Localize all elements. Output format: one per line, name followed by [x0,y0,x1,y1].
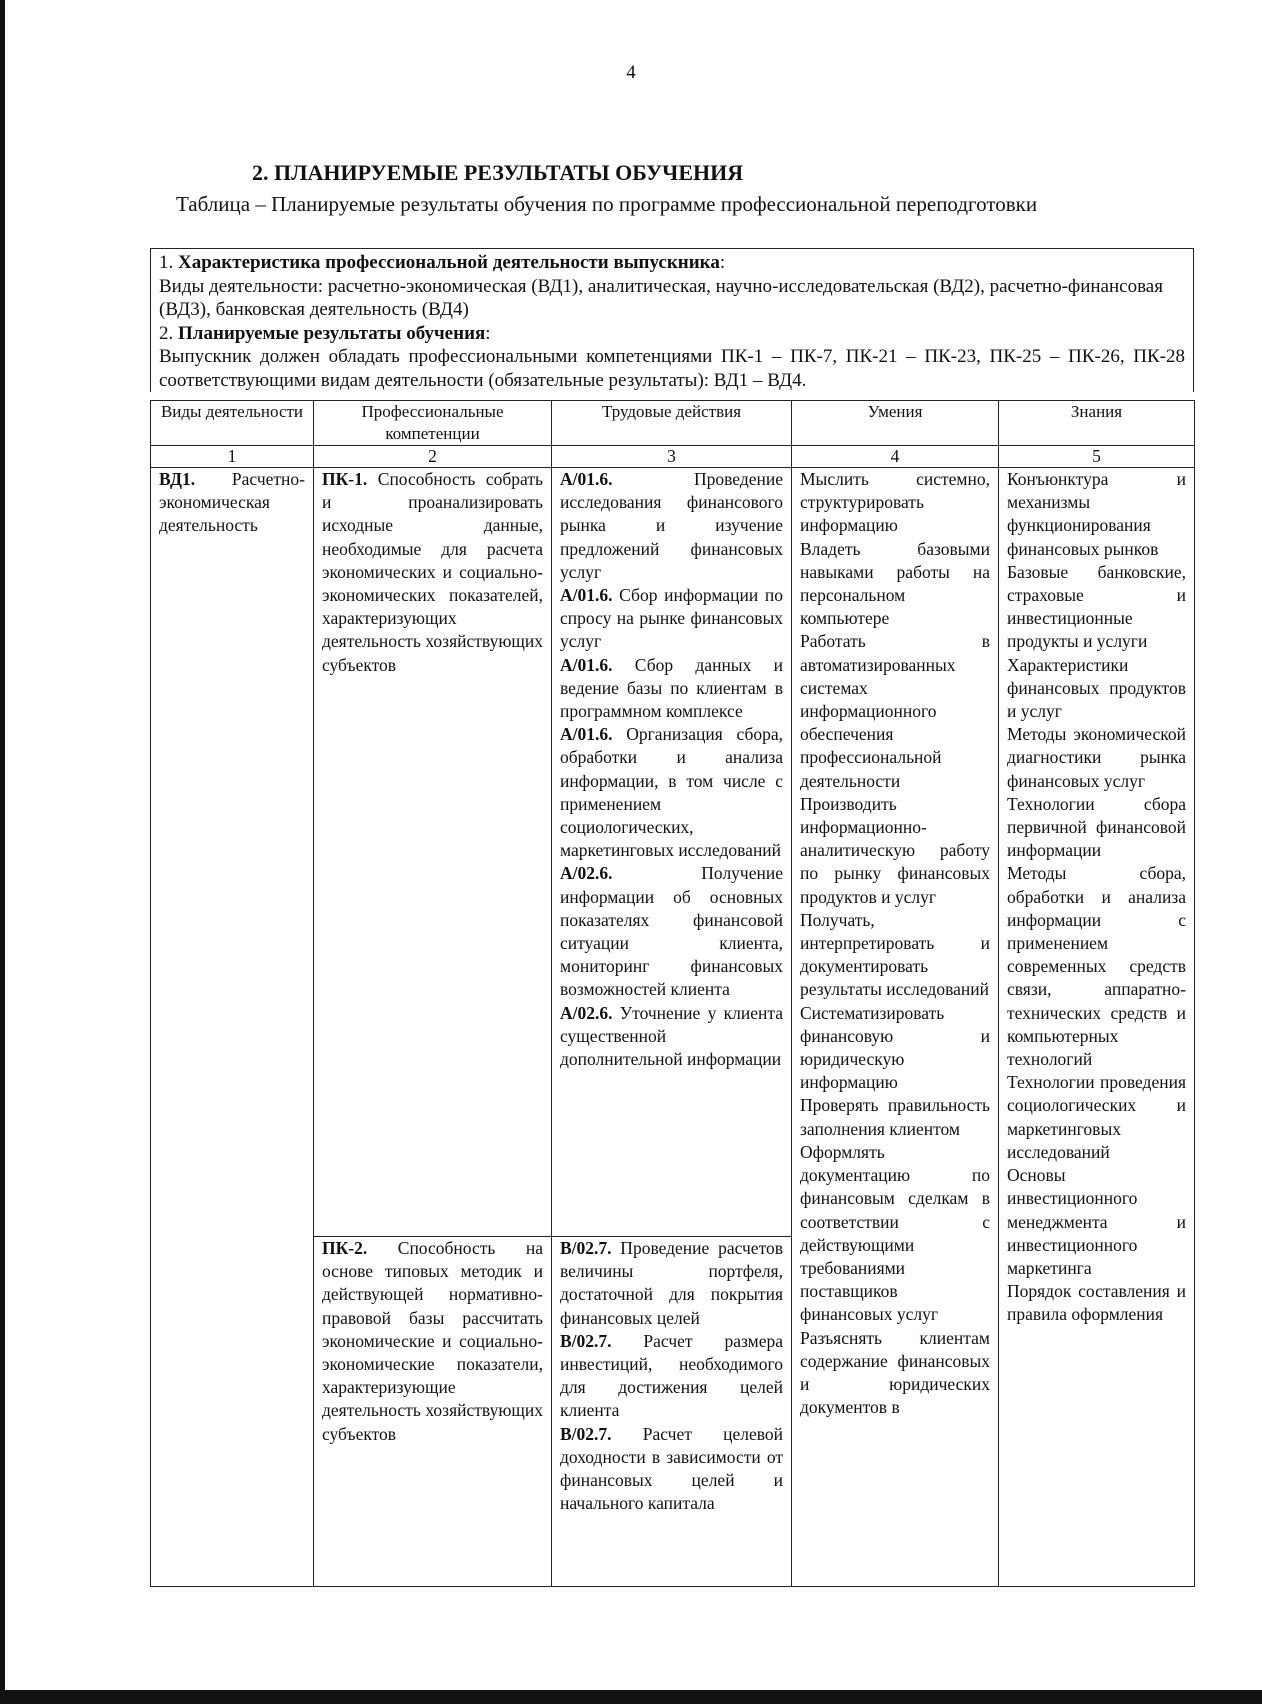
item-text: Организация сбора, обработки и анализа информации, в том числе с применением социологических, маркетинговых исследований [560,724,783,861]
section-number: 1. [159,252,178,273]
column-number: 1 [151,446,314,468]
cell-item [1007,1071,1186,1164]
item-code: А/01.6. [560,469,613,489]
cell-item [1007,468,1186,561]
item-text: Методы сбора, обработки и анализа информации с применением современных средств связи, аппаратно-технических средств и компьютерных технологий [1007,863,1186,1070]
skills-cell [792,468,999,1587]
header-skills: Умения [792,401,999,446]
item-text: Мыслить системно, структурировать информацию [800,469,990,536]
header-competences: Профессиональные компетенции [314,401,552,446]
activity-cell [151,468,314,1587]
item-code: В/02.7. [560,1238,612,1258]
cell-item [800,1094,990,1140]
header-activity: Виды деятельности [151,401,314,446]
item-text: Конъюнктура и механизмы функционирования финансовых рынков [1007,469,1186,559]
cell-item [560,468,783,584]
cell-item [560,862,783,1001]
table-row [151,468,1195,1237]
header-actions: Трудовые действия [552,401,792,446]
cell-item [560,1237,783,1330]
cell-item [1007,561,1186,654]
item-code: ПК-1. [322,469,368,489]
cell-item [560,584,783,654]
item-text: Основы инвестиционного менеджмента и инвестиционного маркетинга [1007,1165,1186,1278]
competence-cell-pk1 [314,468,552,1237]
cell-item [800,1002,990,1095]
column-number: 5 [999,446,1195,468]
intro-section-2-text: Выпускник должен обладать профессиональными компетенциями ПК-1 – ПК-7, ПК-21 – ПК-23, ПК-25 – ПК-26, ПК-28 соответствующими видам деятельности (обязательные результаты): ВД1 – ВД4. [159,346,1185,391]
cell-item [1007,1280,1186,1326]
item-text: Проверять правильность заполнения клиентом [800,1095,990,1139]
cell-item [560,1330,783,1423]
cell-item [560,723,783,862]
item-text: Способность собрать и проанализировать исходные данные, необходимые для расчета экономических и социально-экономических показателей, характеризующих деятельность хозяйствующих субъектов [322,469,543,675]
section-heading: Характеристика профессиональной деятельности выпускника [178,252,720,273]
item-text: Методы экономической диагностики рынка финансовых услуг [1007,724,1186,791]
knowledge-cell [999,468,1195,1587]
cell-item [560,654,783,724]
item-text: Работать в автоматизированных системах информационного обеспечения профессиональной деятельности [800,631,990,791]
cell-item [1007,862,1186,1071]
column-number: 3 [552,446,792,468]
cell-item [1007,723,1186,793]
item-text: Способность на основе типовых методик и действующей нормативно-правовой базы рассчитать экономические и социально-экономические показатели, характеризующие деятельность хозяйствующих субъектов [322,1238,543,1444]
cell-item [800,468,990,538]
item-code: В/02.7. [560,1423,612,1444]
section-title: 2. ПЛАНИРУЕМЫЕ РЕЗУЛЬТАТЫ ОБУЧЕНИЯ [252,160,744,185]
item-code: А/02.6. [560,1002,613,1023]
cell-item [800,630,990,792]
item-text: Владеть базовыми навыками работы на персональном компьютере [800,538,990,629]
section-number: 2. [159,322,178,344]
item-text: Оформлять документацию по финансовым сделкам в соответствии с действующими требованиями поставщиков финансовых услуг [800,1141,990,1325]
cell-item [1007,793,1186,863]
item-text: Сбор данных и ведение базы по клиентам в программном комплексе [560,654,783,722]
cell-item [800,538,990,631]
table-caption: Таблица – Планируемые результаты обучения по программе профессиональной переподготовки [176,192,1038,216]
cell-item [800,1327,990,1420]
table-intro [150,248,1194,392]
item-code: А/01.6. [560,585,613,606]
cell-item [800,909,990,1002]
cell-item [1007,1164,1186,1280]
cell-item [560,1423,783,1516]
item-code: А/02.6. [560,863,613,884]
item-code: А/01.6. [560,654,613,675]
header-knowledge: Знания [999,401,1195,446]
item-text: Проведение расчетов величины портфеля, достаточной для покрытия финансовых целей [560,1238,783,1328]
scan-left-edge [0,0,5,1704]
column-number: 4 [792,446,999,468]
cell-item [800,1141,990,1327]
item-text: Технологии сбора первичной финансовой информации [1007,793,1186,861]
cell-item [560,1002,783,1072]
cell-item [322,1237,543,1446]
column-number-row [151,446,1195,468]
item-text: Получать, интерпретировать и документировать результаты исследований [800,909,990,1000]
cell-item [322,468,543,677]
intro-section-1-text: Виды деятельности: расчетно-экономическая (ВД1), аналитическая, научно-исследовательская (ВД2), расчетно-финансовая (ВД3), банковская деятельность (ВД4) [159,275,1163,320]
colon: : [719,252,726,273]
intro-section-1-heading [159,251,1185,275]
header-row [151,401,1195,446]
item-text: Технологии проведения социологических и маркетинговых исследований [1007,1072,1186,1162]
item-text: Проведение исследования финансового рынка и изучение предложений финансовых услуг [560,469,783,582]
cell-item [1007,654,1186,724]
item-text: Порядок составления и правила оформления [1007,1281,1186,1325]
scan-bottom-edge [0,1690,1262,1704]
item-text: Разъяснять клиентам содержание финансовых и юридических документов в [800,1327,990,1418]
actions-cell-pk1 [552,468,792,1237]
item-code: ПК-2. [322,1238,368,1258]
item-text: Характеристики финансовых продуктов и услуг [1007,654,1186,722]
cell-item [159,468,305,538]
item-text: Уточнение у клиента существенной дополнительной информации [560,1002,783,1070]
section-heading: Планируемые результаты обучения [178,322,486,344]
page-number: 4 [626,62,636,83]
item-text: Базовые банковские, страховые и инвестиционные продукты и услуги [1007,561,1186,652]
cell-item [800,793,990,909]
results-table [150,400,1195,1587]
item-text: Производить информационно-аналитическую работу по рынку финансовых продуктов и услуг [800,793,990,907]
item-code: В/02.7. [560,1330,612,1351]
colon: : [485,322,491,344]
intro-section-2-heading [159,322,1185,346]
competence-cell-pk2 [314,1237,552,1587]
item-text: Получение информации об основных показателях финансовой ситуации клиента, мониторинг финансовых возможностей клиента [560,863,783,1000]
item-code: ВД1. [159,469,196,489]
item-text: Расчет целевой доходности в зависимости от финансовых целей и начального капитала [560,1423,783,1514]
item-text: Сбор информации по спросу на рынке финансовых услуг [560,585,783,652]
item-code: А/01.6. [560,724,613,745]
item-text: Расчет размера инвестиций, необходимого для достижения целей клиента [560,1330,783,1421]
item-text: Расчетно-экономическая деятельность [159,469,305,536]
column-number: 2 [314,446,552,468]
actions-cell-pk2 [552,1237,792,1587]
item-text: Систематизировать финансовую и юридическую информацию [800,1002,990,1093]
